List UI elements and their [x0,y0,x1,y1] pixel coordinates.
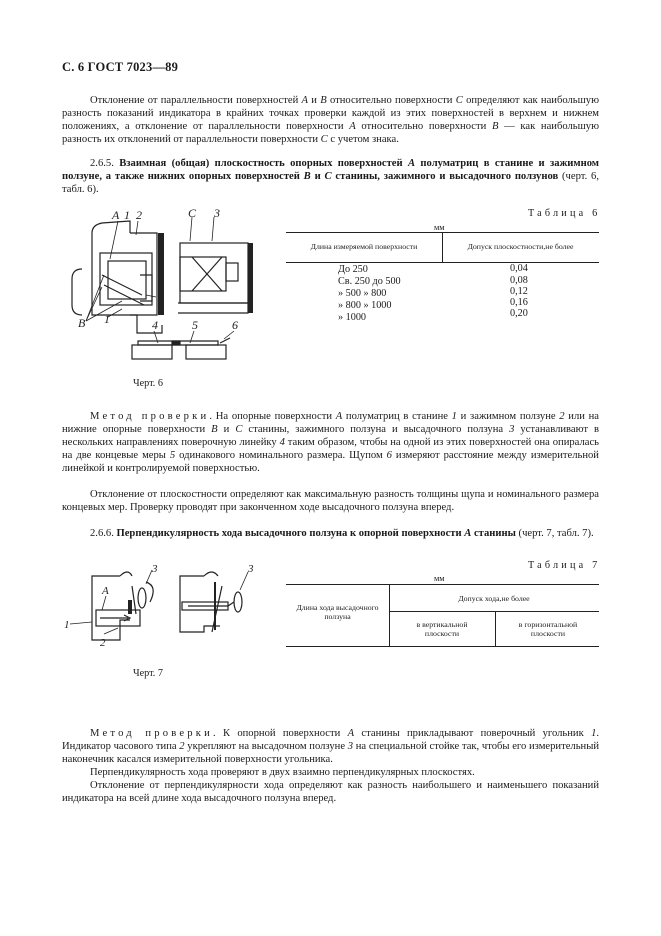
fig7-label-2: 2 [100,637,106,649]
fig6-label-a: А [112,208,120,222]
table-7-sub2-header: в горизонтальной плоскости [518,620,578,638]
table-6-col2-header: Допуск плоскостности,не более [467,242,574,251]
table-7-title: Таблица 7 [528,560,601,571]
table-6-length-2: » 500 » 800 [338,288,387,299]
section-2-6-6: 2.6.6. Перпендикулярность хода высадочного ползуна к опорной поверхности А станины (черт. 7, табл. 7). [90,528,594,539]
table-7-unit: мм [434,574,445,583]
table-6-tolerance-0: 0,04 [510,263,528,274]
table-7-sub-divider [495,611,496,646]
table-6-length-3: » 800 » 1000 [338,300,392,311]
table-6-header-rule [286,262,599,263]
figure-6-drawing [62,205,262,385]
figure-6-caption: Черт. 6 [133,378,163,389]
section-2-6-5: 2.6.5. Взаимная (общая) плоскостность опорных поверхностей А полуматриц в станине и зажимном ползуне, а также нижних опорных поверхностей В и С станины, зажимного и высадочного ползунов (черт. 6, табл. 6). [62,158,599,195]
perpendicularity-planes-paragraph: Перпендикулярность хода проверяют в двух взаимно перпендикулярных плоскостях. [90,767,475,778]
fig7-label-3-right: 3 [248,563,254,575]
table-6-tolerance-3: 0,16 [510,297,528,308]
figure-7-drawing [62,562,262,662]
table-6-tolerance-2: 0,12 [510,286,528,297]
fig6-label-b: В [78,316,86,330]
fig6-label-c: С [188,206,197,220]
fig7-label-a: А [102,585,109,597]
paragraph-parallelism: Отклонение от параллельности поверхностей А и В относительно поверхности С определяют как наибольшую разность показаний индикатора в крайних точках проверки каждой из этих поверхностей в верхнем и нижнем положениях, а отклонение от параллельности поверхности А относительно поверхности В — как наибольшую разность их отклонений от параллельности поверхности С с учетом знака. [62,95,600,145]
fig6-label-1-bottom: 1 [104,312,110,326]
table-7-col2-header: Допуск хода,не более [458,594,530,603]
table-7-col1-header: Длина хода высадочного ползуна [296,603,379,621]
fig6-label-6: 6 [232,318,238,332]
fig6-label-1: 1 [124,208,130,222]
method-paragraph-fig7: Метод проверки. К опорной поверхности А станины прикладывают поверочный угольник 1. Индикатор часового типа 2 укрепляют на высадочном ползуне 3 на специальной стойке так, чтобы его измерительный наконечник касался измерительной поверхности угольника. [62,728,600,765]
table-7-top-rule [286,584,599,585]
figure-7-caption: Черт. 7 [133,668,163,679]
table-7-sub-rule [389,611,599,612]
table-6-length-0: До 250 [338,264,368,275]
table-6-col1-header: Длина измеряемой поверхности [310,242,418,251]
page-header: С. 6 ГОСТ 7023—89 [62,60,179,74]
fig6-label-2: 2 [136,208,142,222]
method-paragraph-fig6: Метод проверки. На опорные поверхности А полуматриц в станине 1 и зажимном ползуне 2 или на нижние опорные поверхности В и С станины, зажимного ползуна и высадочного ползуна 3 устанавливают в нескольких направлениях поверочную линейку 4 таким образом, чтобы на одной из этих поверхностей она опиралась на две концевые меры 5 одинакового номинального размера. Щупом 6 измеряют расстояние между измерительной линейкой и контролируемой поверхностью. [62,411,599,474]
fig7-label-1: 1 [64,619,70,631]
table-6-unit: мм [434,223,445,232]
fig6-label-3: 3 [214,206,220,220]
table-7-header-rule [286,646,599,647]
table-7-sub1-header: в вертикальной плоскости [416,620,468,638]
table-6-tolerance-4: 0,20 [510,308,528,319]
table-6-length-4: » 1000 [338,312,367,323]
fig6-label-5: 5 [192,318,198,332]
table-6-tolerance-1: 0,08 [510,275,528,286]
perpendicularity-deviation-paragraph: Отклонение от перпендикулярности хода определяют как разность наибольшего и наименьшего показаний индикатора на всей длине хода высадочного ползуна вперед. [62,780,599,804]
table-6-title: Таблица 6 [528,208,601,219]
flatness-deviation-paragraph: Отклонение от плоскостности определяют как максимальную разность толщины щупа и номинального размера концевых мер. Проверку проводят при законченном ходе высадочного ползуна вперед. [62,489,599,513]
fig6-label-4-top: 4 [158,288,164,302]
table-6-length-1: Св. 250 до 500 [338,276,401,287]
fig6-label-4: 4 [152,318,158,332]
fig7-label-3-left: 3 [152,563,158,575]
